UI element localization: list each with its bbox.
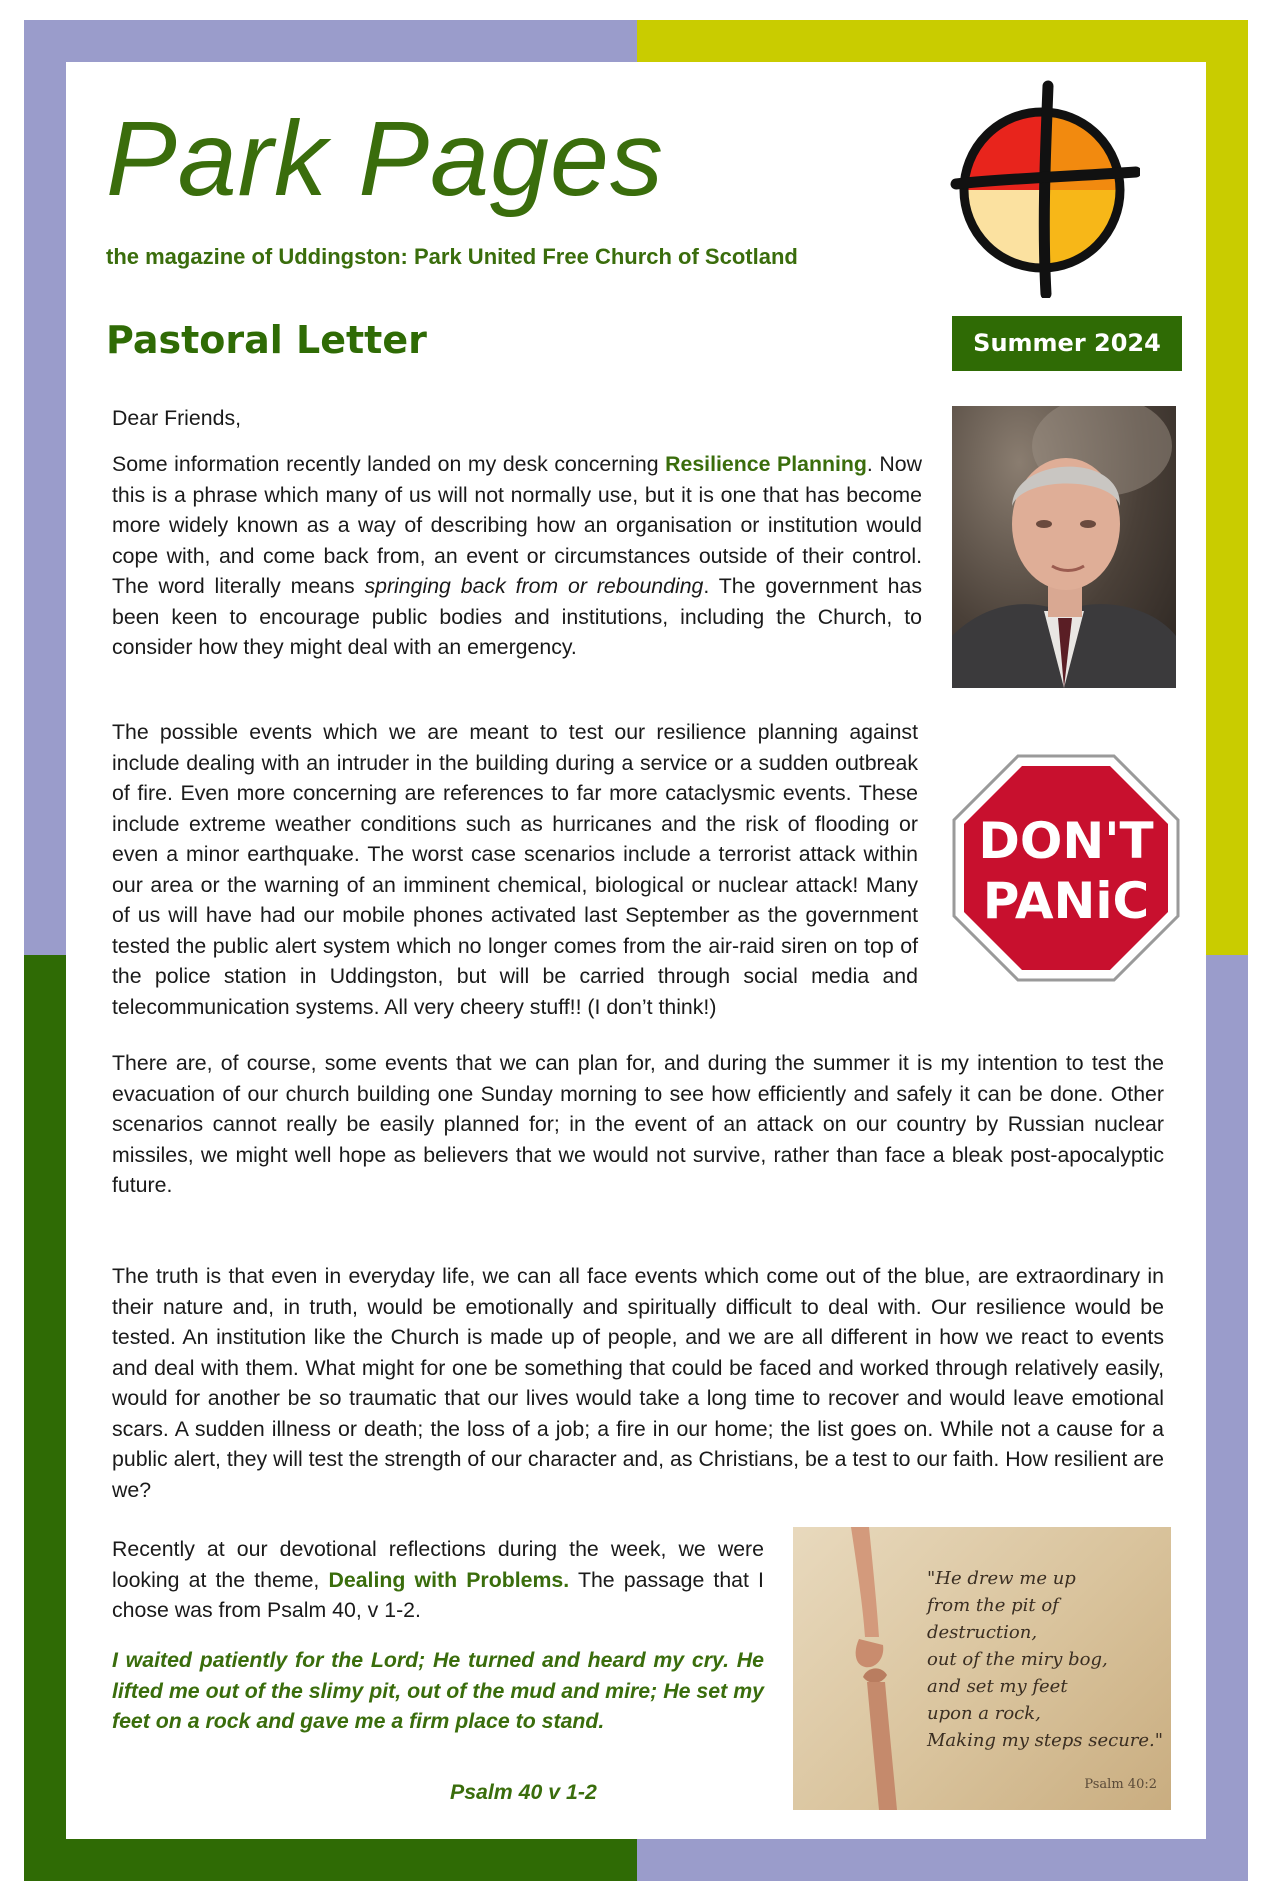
letter-paragraph-3: There are, of course, some events that we can plan for, and during the summer it is my intention to test the evacuation of our church building one Sunday morning to see how efficiently and safely it can be done. Other scenarios cannot really be easily planned for; in the event of an attack on our country by Russian nuclear missiles, we might well hope as believers that we would not survive, rather than face a bleak post-apocalyptic future. — [112, 1051, 1164, 1197]
sign-text-line2: PANiC — [982, 872, 1150, 930]
psalm-card-line: Making my steps secure." — [927, 1730, 1164, 1751]
p1-text-a: Some information recently landed on my desk concerning — [112, 452, 666, 476]
p5-highlight: Dealing with Problems. — [328, 1567, 570, 1592]
section-title: Pastoral Letter — [106, 318, 427, 362]
letter-paragraph-2: The possible events which we are meant to test our resilience planning against include dealing with an intruder in the building during a service or a sudden outbreak of fire. Even more concerning are references to far more cataclysmic events. These include extreme weather conditions such as hurricanes and the risk of flooding or even a minor earthquake. The worst case scenarios include a terrorist attack within our area or the warning of an imminent chemical, biological or nuclear attack! Many of us will have had our mobile phones activated last September as the government tested the public alert system which no longer comes from the air-raid siren on top of the police station in Uddingston, but will be carried through social media and telecommunication systems. All very cheery stuff!! (I don’t think!) — [112, 720, 918, 1019]
letter-greeting: Dear Friends, — [112, 406, 242, 430]
p1-text-e: . The government has been keen to encourage public bodies and institutions, including the Church, to consider how they might deal with an emergency. — [112, 574, 922, 659]
letter-paragraph-1 — [112, 449, 922, 663]
p1-text-c: . Now this is a phrase which many of us will not normally use, but it is one that has become more widely known as a way of describing how an organisation or institution would cope with, and come back from, an event or circumstances outside of their control. The word literally means — [112, 452, 922, 598]
masthead-title: Park Pages — [106, 100, 664, 218]
p5-text-a: Recently at our devotional reflections during the week, we were looking at the theme, — [112, 1537, 764, 1592]
letter-paragraph-5 — [112, 1534, 764, 1626]
season-badge: Summer 2024 — [952, 316, 1182, 371]
psalm-card-line: from the pit of destruction, — [927, 1595, 1059, 1643]
masthead-subtitle: the magazine of Uddingston: Park United Free Church of Scotland — [106, 244, 798, 269]
sign-text-line1: DON'T — [978, 812, 1154, 870]
dont-panic-sign — [950, 752, 1182, 984]
p1-highlight: Resilience Planning — [665, 452, 867, 476]
letter-paragraph-4: The truth is that even in everyday life, we can all face events which come out of the blue, are extraordinary in their nature and, in truth, would be emotionally and spiritually difficult to deal with. Our resilience would be tested. An institution like the Church is made up of people, and we are all different in how we react to events and deal with them. What might for one be something that could be faced and worked through relatively easily, would for another be so traumatic that our lives would take a long time to recover and would leave emotional scars. A sudden illness or death; the loss of a job; a fire in our home; the list goes on. While not a cause for a public alert, they will test the strength of our character and, as Christians, be a test to our faith. How resilient are we? — [112, 1264, 1164, 1502]
church-cross-logo — [950, 80, 1140, 298]
psalm-card-line: out of the miry bog, — [927, 1649, 1108, 1670]
psalm-card-line: and set my feet — [927, 1676, 1068, 1697]
p1-italic: springing back from or rebounding — [364, 574, 704, 598]
psalm-card-text — [927, 1565, 1167, 1754]
p5-text-c: The passage that I chose was from Psalm 40, v 1-2. — [112, 1567, 764, 1622]
psalm-hands-image — [793, 1527, 1171, 1810]
psalm-card-line: upon a rock, — [927, 1703, 1041, 1724]
psalm-card-citation: Psalm 40:2 — [1084, 1777, 1157, 1792]
minister-portrait-photo — [952, 406, 1176, 688]
psalm-card-line: "He drew me up — [927, 1568, 1076, 1589]
scripture-reference: Psalm 40 v 1-2 — [450, 1780, 597, 1804]
scripture-quote: I waited patiently for the Lord; He turned and heard my cry. He lifted me out of the slimy pit, out of the mud and mire; He set my feet on a rock and gave me a firm place to stand. — [112, 1648, 764, 1733]
newsletter-page — [66, 62, 1206, 1839]
